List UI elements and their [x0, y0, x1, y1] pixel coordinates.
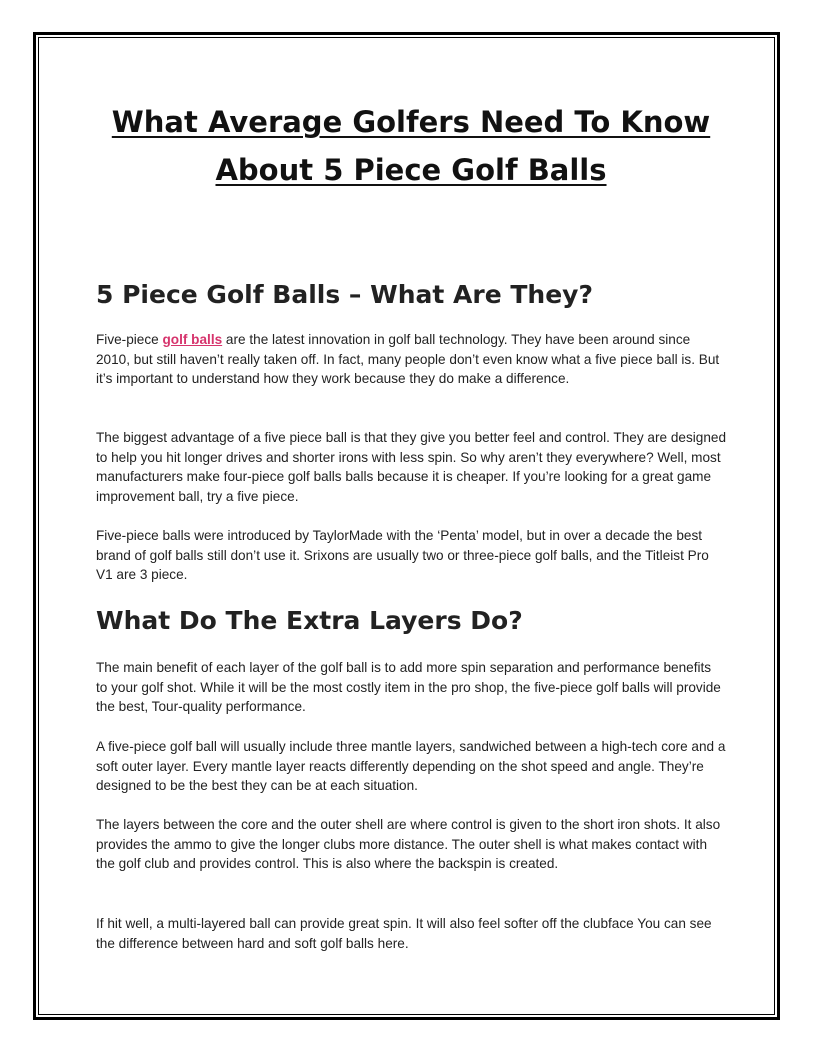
- paragraph-core-shell: The layers between the core and the outer shell are where control is given to the short iron shots. It also provides the ammo to give the longer clubs more distance. The outer shell is what makes contact with the golf club and provides control. This is also where the backspin is created.: [96, 817, 721, 871]
- section-heading-extra-layers: What Do The Extra Layers Do?: [96, 606, 523, 635]
- paragraph-intro: [96, 330, 726, 389]
- paragraph-benefit: The main benefit of each layer of the golf ball is to add more spin separation and performance benefits to your golf shot. While it will be the most costly item in the pro shop, the five-piece golf balls will provide the best, Tour-quality performance.: [96, 660, 721, 714]
- golf-balls-link[interactable]: golf balls: [162, 332, 223, 347]
- paragraph-intro-rest: are the latest innovation in golf ball technology. They have been around since 2010, but still haven’t really taken off. In fact, many people don’t even know what a five piece ball is. But it’s important to understand how they work because they do make a difference.: [96, 332, 720, 386]
- paragraph-advantage: The biggest advantage of a five piece ball is that they give you better feel and control. They are designed to help you hit longer drives and shorter irons with less spin. So why aren’t they everywhere? Well, most manufacturers make four-piece golf balls balls because it is cheaper. If you’re looking for a great game improvement ball, try a five piece.: [96, 430, 726, 504]
- paragraph-spin: If hit well, a multi-layered ball can provide great spin. It will also feel softer off the clubface You can see the difference between hard and soft golf balls here.: [96, 916, 712, 951]
- section-heading-what-are-they: 5 Piece Golf Balls – What Are They?: [96, 280, 593, 309]
- document-title: What Average Golfers Need To Know About 5 Piece Golf Balls: [111, 105, 711, 187]
- paragraph-history: Five-piece balls were introduced by TaylorMade with the ‘Penta’ model, but in over a decade the best brand of golf balls still don’t use it. Srixons are usually two or three-piece golf balls, and the Titleist Pro V1 are 3 piece.: [96, 528, 709, 582]
- paragraph-intro-lead: Five-piece: [96, 332, 163, 347]
- paragraph-mantle-layers: A five-piece golf ball will usually include three mantle layers, sandwiched between a high-tech core and a soft outer layer. Every mantle layer reacts differently depending on the shot speed and angle. They’re designed to be the best they can be at each situation.: [96, 739, 726, 793]
